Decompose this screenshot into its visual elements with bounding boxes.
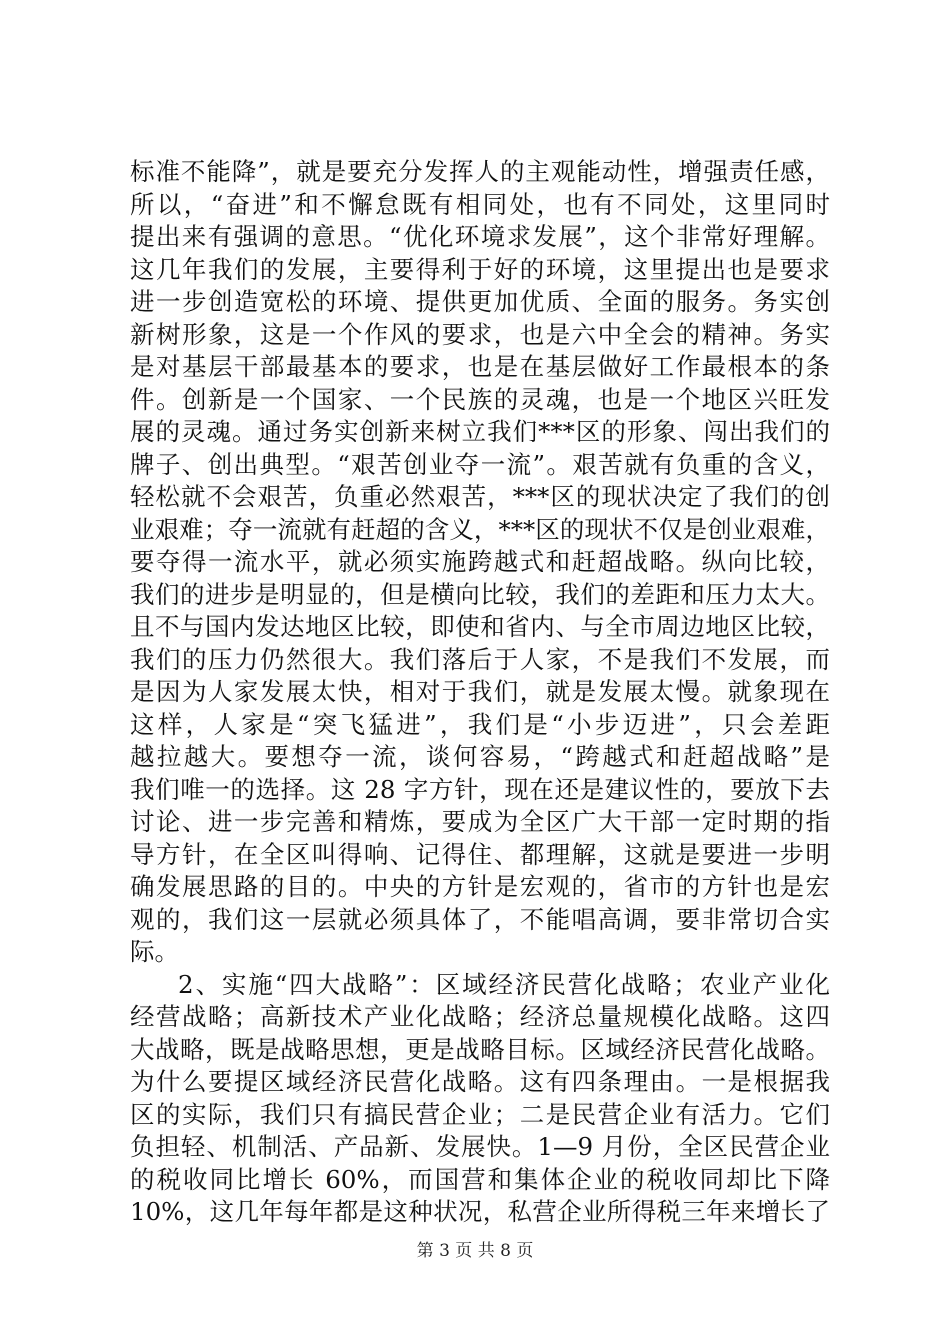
text-line: 为什么要提区域经济民营化战略。这有四条理由。一是根据我 xyxy=(130,1067,830,1096)
text-line: 展的灵魂。通过务实创新来树立我们***区的形象、闯出我们的 xyxy=(130,417,830,446)
text-line: 要夺得一流水平，就必须实施跨越式和赶超战略。纵向比较， xyxy=(130,547,830,576)
text-line: 确发展思路的目的。中央的方针是宏观的，省市的方针也是宏 xyxy=(130,872,830,901)
text-line: 业艰难；夺一流就有赶超的含义，***区的现状不仅是创业艰难， xyxy=(130,514,830,544)
text-line: 观的，我们这一层就必须具体了，不能唱高调，要非常切合实 xyxy=(130,904,830,934)
text-line: 我们唯一的选择。这 28 字方针，现在还是建议性的，要放下去 xyxy=(130,774,830,804)
text-line: 所以，“奋进”和不懈怠既有相同处，也有不同处，这里同时 xyxy=(130,189,830,219)
paragraph-start-line: 2、实施“四大战略”：区域经济民营化战略；农业产业化 xyxy=(178,969,830,999)
text-line: 经营战略；高新技术产业化战略；经济总量规模化战略。这四 xyxy=(130,1002,830,1031)
text-line: 导方针，在全区叫得响、记得住、都理解，这就是要进一步明 xyxy=(130,839,830,869)
text-line: 进一步创造宽松的环境、提供更加优质、全面的服务。务实创 xyxy=(130,287,830,316)
text-line: 负担轻、机制活、产品新、发展快。1—9 月份，全区民营企业 xyxy=(130,1132,830,1161)
text-line: 这样，人家是“突飞猛进”，我们是“小步迈进”，只会差距 xyxy=(130,709,830,739)
text-line: 是因为人家发展太快，相对于我们，就是发展太慢。就象现在 xyxy=(130,677,830,706)
text-line: 且不与国内发达地区比较，即使和省内、与全市周边地区比较， xyxy=(130,612,830,641)
text-line: 件。创新是一个国家、一个民族的灵魂，也是一个地区兴旺发 xyxy=(130,384,830,414)
text-line: 区的实际，我们只有搞民营企业；二是民营企业有活力。它们 xyxy=(130,1099,830,1129)
text-line: 的税收同比增长 60%，而国营和集体企业的税收同却比下降 xyxy=(130,1164,830,1194)
document-body xyxy=(130,156,830,1229)
text-line: 牌子、创出典型。“艰苦创业夺一流”。艰苦就有负重的含义， xyxy=(130,449,830,479)
text-line: 提出来有强调的意思。“优化环境求发展”，这个非常好理解。 xyxy=(130,222,830,251)
text-line: 讨论、进一步完善和精炼，要成为全区广大干部一定时期的指 xyxy=(130,807,830,836)
text-line: 标准不能降”，就是要充分发挥人的主观能动性，增强责任感， xyxy=(130,157,830,186)
text-line: 新树形象，这是一个作风的要求，也是六中全会的精神。务实 xyxy=(130,319,830,349)
page-number-footer: 第 3 页 共 8 页 xyxy=(416,1241,534,1261)
text-line: 我们的压力仍然很大。我们落后于人家，不是我们不发展，而 xyxy=(130,644,830,674)
text-line: 这几年我们的发展，主要得利于好的环境，这里提出也是要求 xyxy=(130,254,830,284)
text-line: 轻松就不会艰苦，负重必然艰苦，***区的现状决定了我们的创 xyxy=(130,482,830,511)
text-line: 际。 xyxy=(130,937,179,966)
text-line: 大战略，既是战略思想，更是战略目标。区域经济民营化战略。 xyxy=(130,1034,830,1064)
text-line: 10%，这几年每年都是这种状况，私营企业所得税三年来增长了 xyxy=(130,1197,830,1226)
text-line: 是对基层干部最基本的要求，也是在基层做好工作最根本的条 xyxy=(130,352,830,381)
text-line: 我们的进步是明显的，但是横向比较，我们的差距和压力太大。 xyxy=(130,579,830,609)
text-line: 越拉越大。要想夺一流，谈何容易，“跨越式和赶超战略”是 xyxy=(130,742,830,771)
